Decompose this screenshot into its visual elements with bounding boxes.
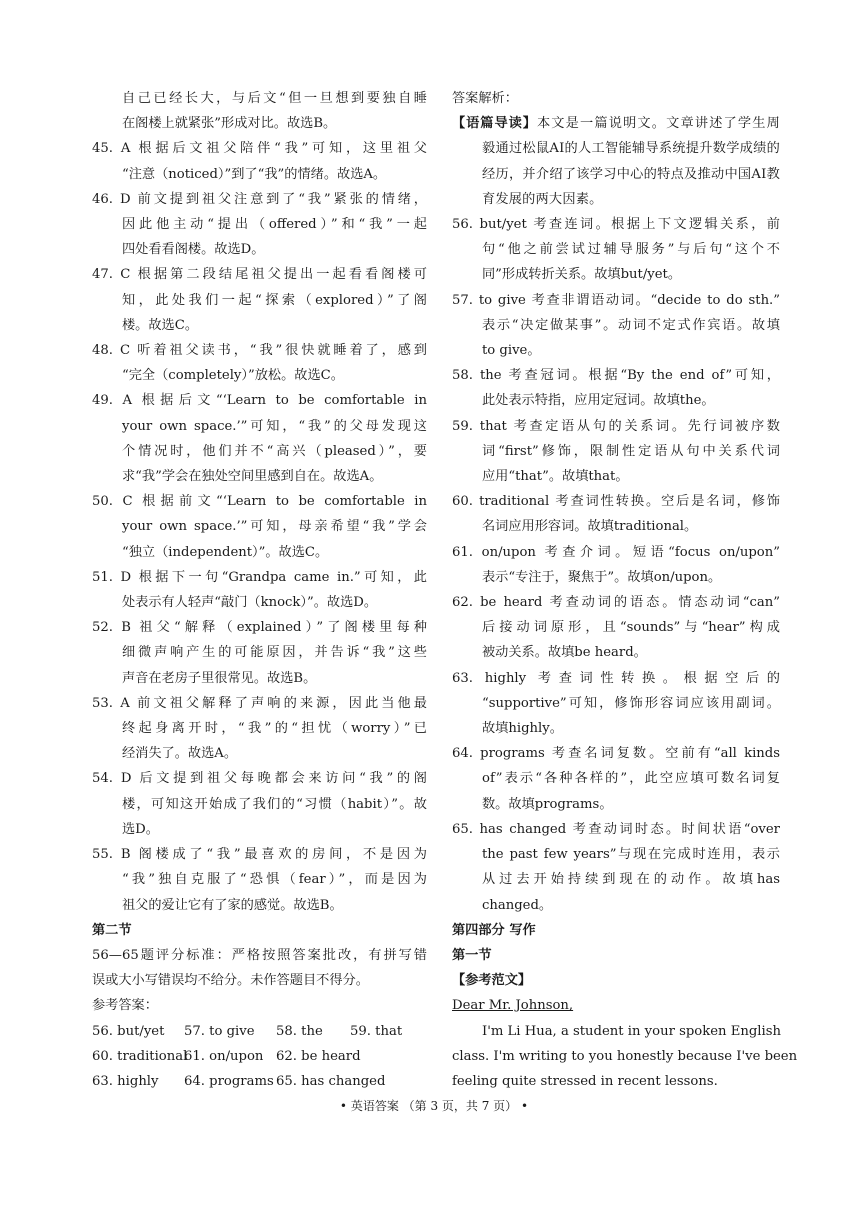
model-essay-label: 【参考范文】: [452, 973, 532, 989]
section-title: 第二节: [92, 922, 132, 938]
answer-explanation-line: 60. traditional 考查词性转换。空后是名词，修饰: [452, 494, 780, 510]
answer-explanation-line: 句“他之前尝试过辅导服务”与后句“这个不: [482, 242, 780, 258]
answer-row: [92, 1019, 427, 1044]
reading-guide-label: 【语篇导读】: [452, 116, 537, 132]
answer-explanation-line: of”表示“各种各样的”，此空应填可数名词复: [482, 771, 780, 787]
answer-explanation-line: 因此他主动“提出（offered）”和“我”一起: [122, 217, 427, 233]
answer-item: 65. has changed: [276, 1073, 386, 1089]
answer-analysis-header: 答案解析：: [452, 91, 518, 106]
answer-explanation-line: 52. B 祖父“解释（explained）”了阁楼里每种: [92, 620, 427, 636]
answer-explanation-line: 表示“决定做某事”。动词不定式作宾语。故填: [482, 317, 780, 333]
answer-explanation-line: 65. has changed 考查动词时态。时间状语“over: [452, 821, 780, 837]
answer-explanation-line: 54. D 后文提到祖父每晚都会来访问“我”的阁: [92, 771, 427, 787]
answer-row: [92, 1069, 427, 1094]
answer-explanation-line: 声音在老房子里很常见。故选B。: [122, 670, 317, 686]
model-essay-line: I'm Li Hua, a student in your spoken English: [482, 1023, 781, 1039]
answer-explanation-line: 同”形成转折关系。故填but/yet。: [482, 267, 682, 283]
answer-explanation-line: “supportive”可知，修饰形容词应该用副词。: [482, 695, 780, 711]
answer-explanation-line: your own space.’”可知，“我”的父母发现这: [122, 418, 427, 434]
reading-guide-line: 经历，并介绍了该学习中心的特点及推动中国AI教: [482, 166, 780, 182]
answer-item: 56. but/yet: [92, 1023, 165, 1039]
reference-answer-label: 参考答案：: [92, 998, 158, 1014]
answer-explanation-line: 61. on/upon 考查介词。短语“focus on/upon”: [452, 544, 780, 560]
answer-item: 59. that: [350, 1023, 403, 1039]
answer-item: 58. the: [276, 1023, 323, 1039]
answer-explanation-line: 自己已经长大，与后文“但一旦想到要独自睡: [122, 91, 427, 106]
answer-row: [92, 1044, 427, 1069]
answer-explanation-line: 祖父的爱让它有了家的感觉。故选B。: [122, 897, 343, 913]
answer-explanation-line: 后接动词原形，且“sounds”与“hear”构成: [482, 620, 780, 636]
answer-explanation-line: 四处看看阁楼。故选D。: [122, 242, 265, 258]
answer-explanation-line: 64. programs 考查名词复数。空前有“all kinds: [452, 746, 780, 762]
model-essay-line: feeling quite stressed in recent lessons.: [452, 1073, 718, 1089]
answer-explanation-line: 被动关系。故填be heard。: [482, 645, 647, 661]
answer-explanation-line: 51. D 根据下一句“Grandpa came in.”可知，此: [92, 569, 427, 585]
answer-explanation-line: “注意（noticed）”到了“我”的情绪。故选A。: [122, 166, 387, 182]
part-title: 第四部分 写作: [452, 922, 536, 938]
answer-explanation-line: 个情况时，他们并不“高兴（pleased）”，要: [122, 443, 427, 459]
answer-explanation-line: 应用“that”。故填that。: [482, 469, 629, 485]
answer-explanation-line: “完全（completely）”放松。故选C。: [122, 368, 344, 384]
answer-explanation-line: 从过去开始持续到现在的动作。故填has: [482, 872, 780, 888]
answer-explanation-line: 57. to give 考查非谓语动词。“decide to do sth.”: [452, 292, 780, 308]
answer-explanation-line: 数。故填programs。: [482, 796, 613, 812]
answer-item: 60. traditional: [92, 1048, 188, 1064]
answer-explanation-line: 63. highly 考查词性转换。根据空后的: [452, 670, 780, 686]
grading-rule-line: 误或大小写错误均不给分。未作答题目不得分。: [92, 973, 369, 989]
model-essay-line: class. I'm writing to you honestly because I've been: [452, 1048, 798, 1064]
answer-explanation-line: 求“我”学会在独处空间里感到自在。故选A。: [122, 469, 383, 485]
letter-greeting: Dear Mr. Johnson,: [452, 998, 574, 1014]
reading-guide-text: 本文是一篇说明文。文章讲述了学生周: [536, 116, 781, 132]
answer-explanation-line: the past few years”与现在完成时连用，表示: [482, 847, 780, 863]
answer-explanation-line: 49. A 根据后文“‘Learn to be comfortable in: [92, 393, 427, 409]
answer-explanation-line: 词“first”修饰，限制性定语从句中关系代词: [482, 443, 780, 459]
answer-explanation-line: 56. but/yet 考查连词。根据上下文逻辑关系，前: [452, 217, 780, 233]
answer-explanation-line: “我”独自克服了“恐惧（fear）”，而是因为: [122, 872, 427, 888]
reading-guide-line: [452, 111, 780, 136]
answer-explanation-line: 楼，可知这开始成了我们的“习惯（habit）”。故: [122, 796, 427, 812]
answer-explanation-line: 50. C 根据前文“‘Learn to be comfortable in: [92, 494, 427, 510]
answer-explanation-line: 55. B 阁楼成了“我”最喜欢的房间，不是因为: [92, 847, 427, 863]
answer-explanation-line: 细微声响产生的可能原因，并告诉“我”这些: [122, 645, 427, 661]
answer-item: 62. be heard: [276, 1048, 361, 1064]
answer-item: 57. to give: [184, 1023, 255, 1039]
answer-explanation-line: 48. C 听着祖父读书，“我”很快就睡着了，感到: [92, 343, 427, 359]
reading-guide-line: 育发展的两大因素。: [482, 191, 603, 207]
answer-explanation-line: 在阁楼上就紧张”形成对比。故选B。: [122, 116, 337, 132]
answer-explanation-line: to give。: [482, 343, 541, 359]
answer-explanation-line: 53. A 前文祖父解释了声响的来源，因此当他最: [92, 695, 427, 711]
answer-explanation-line: your own space.’”可知，母亲希望“我”学会: [122, 519, 427, 535]
answer-explanation-line: 46. D 前文提到祖父注意到了“我”紧张的情绪，: [92, 191, 427, 207]
answer-explanation-line: 经消失了。故选A。: [122, 746, 238, 762]
answer-explanation-line: 知，此处我们一起“探索（explored）”了阁: [122, 292, 427, 308]
answer-explanation-line: changed。: [482, 897, 553, 913]
answer-explanation-line: 楼。故选C。: [122, 317, 199, 333]
reading-guide-line: 毅通过松鼠AI的人工智能辅导系统提升数学成绩的: [482, 141, 780, 157]
left-column: [92, 86, 427, 1094]
answer-explanation-line: 47. C 根据第二段结尾祖父提出一起看看阁楼可: [92, 267, 427, 283]
answer-item: 61. on/upon: [184, 1048, 264, 1064]
answer-explanation-line: 终起身离开时，“我”的“担忧（worry）”已: [122, 721, 427, 737]
answer-explanation-line: 名词应用形容词。故填traditional。: [482, 519, 698, 535]
answer-explanation-line: “独立（independent）”。故选C。: [122, 544, 329, 560]
grading-rule-line: 56—65题评分标准：严格按照答案批改，有拼写错: [92, 947, 427, 963]
answer-explanation-line: 故填highly。: [482, 721, 563, 737]
answer-explanation-line: 45. A 根据后文祖父陪伴“我”可知，这里祖父: [92, 141, 427, 157]
answer-item: 64. programs: [184, 1073, 274, 1089]
answer-explanation-line: 58. the 考查冠词。根据“By the end of”可知，: [452, 368, 780, 384]
answer-explanation-line: 选D。: [122, 821, 159, 837]
answer-explanation-line: 此处表示特指，应用定冠词。故填the。: [482, 393, 715, 409]
answer-explanation-line: 处表示有人轻声“敲门（knock）”。故选D。: [122, 595, 378, 611]
page-footer: • 英语答案 （第 3 页，共 7 页） •: [339, 1099, 529, 1113]
section-title: 第一节: [452, 947, 492, 963]
right-column: [452, 86, 798, 1094]
answer-explanation-line: 表示“专注于，聚焦于”。故填on/upon。: [482, 569, 722, 585]
answer-item: 63. highly: [92, 1073, 159, 1089]
answer-explanation-line: 62. be heard 考查动词的语态。情态动词“can”: [452, 595, 780, 611]
answer-explanation-line: 59. that 考查定语从句的关系词。先行词被序数: [452, 418, 780, 434]
